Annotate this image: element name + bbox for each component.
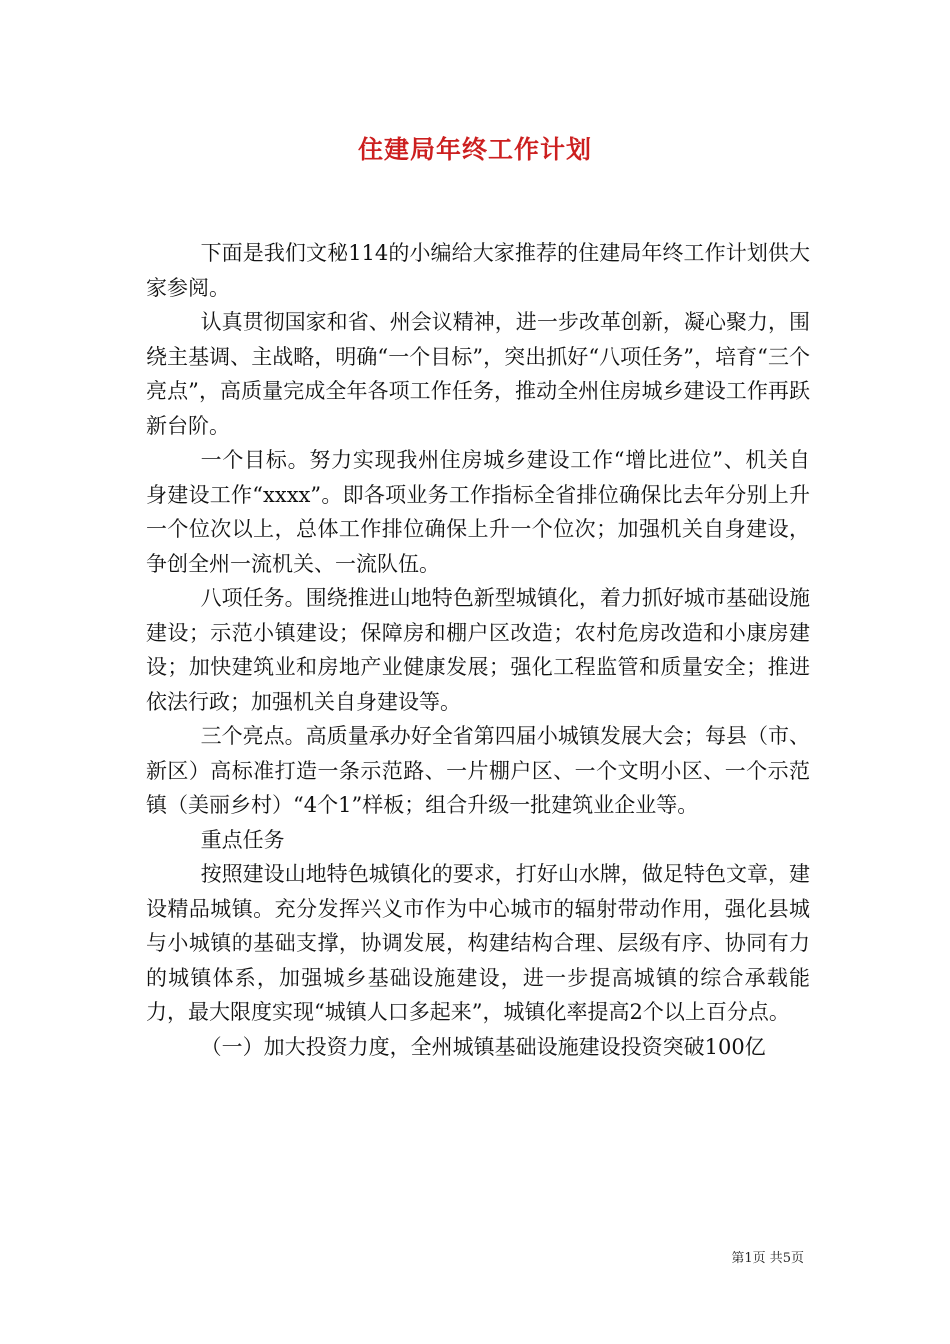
document-body <box>146 236 810 1064</box>
document-title: 住建局年终工作计划 <box>357 135 592 164</box>
paragraph-item-one: （一）加大投资力度，全州城镇基础设施建设投资突破100亿 <box>200 1034 766 1059</box>
section-heading-key-tasks: 重点任务 <box>200 827 285 852</box>
paragraph-one-goal: 一个目标。努力实现我州住房城乡建设工作“增比进位”、机关自身建设工作“xxxx”。即各项业务工作指标全省排位确保比去年分别上升一个位次以上，总体工作排位确保上升一个位次；加强机关自身建设，争创全州一流机关、一流队伍。 <box>146 448 810 576</box>
page-number: 第1页 共5页 <box>731 1251 804 1266</box>
paragraph-key-tasks: 按照建设山地特色城镇化的要求，打好山水牌，做足特色文章，建设精品城镇。充分发挥兴义市作为中心城市的辐射带动作用，强化县城与小城镇的基础支撑，协调发展，构建结构合理、层级有序、协同有力的城镇体系，加强城乡基础设施建设，进一步提高城镇的综合承载能力，最大限度实现“城镇人口多起来”，城镇化率提高2个以上百分点。 <box>146 862 810 1024</box>
paragraph-intro: 下面是我们文秘114的小编给大家推荐的住建局年终工作计划供大家参阅。 <box>146 241 810 300</box>
paragraph-overview: 认真贯彻国家和省、州会议精神，进一步改革创新，凝心聚力，围绕主基调、主战略，明确“一个目标”，突出抓好“八项任务”，培育“三个亮点”，高质量完成全年各项工作任务，推动全州住房城乡建设工作再跃新台阶。 <box>146 310 810 438</box>
paragraph-three-highlights: 三个亮点。高质量承办好全省第四届小城镇发展大会；每县（市、新区）高标准打造一条示范路、一片棚户区、一个文明小区、一个示范镇（美丽乡村）“4个1”样板；组合升级一批建筑业企业等。 <box>146 724 810 817</box>
paragraph-eight-tasks: 八项任务。围绕推进山地特色新型城镇化，着力抓好城市基础设施建设；示范小镇建设；保障房和棚户区改造；农村危房改造和小康房建设；加快建筑业和房地产业健康发展；强化工程监管和质量安全；推进依法行政；加强机关自身建设等。 <box>146 586 810 714</box>
